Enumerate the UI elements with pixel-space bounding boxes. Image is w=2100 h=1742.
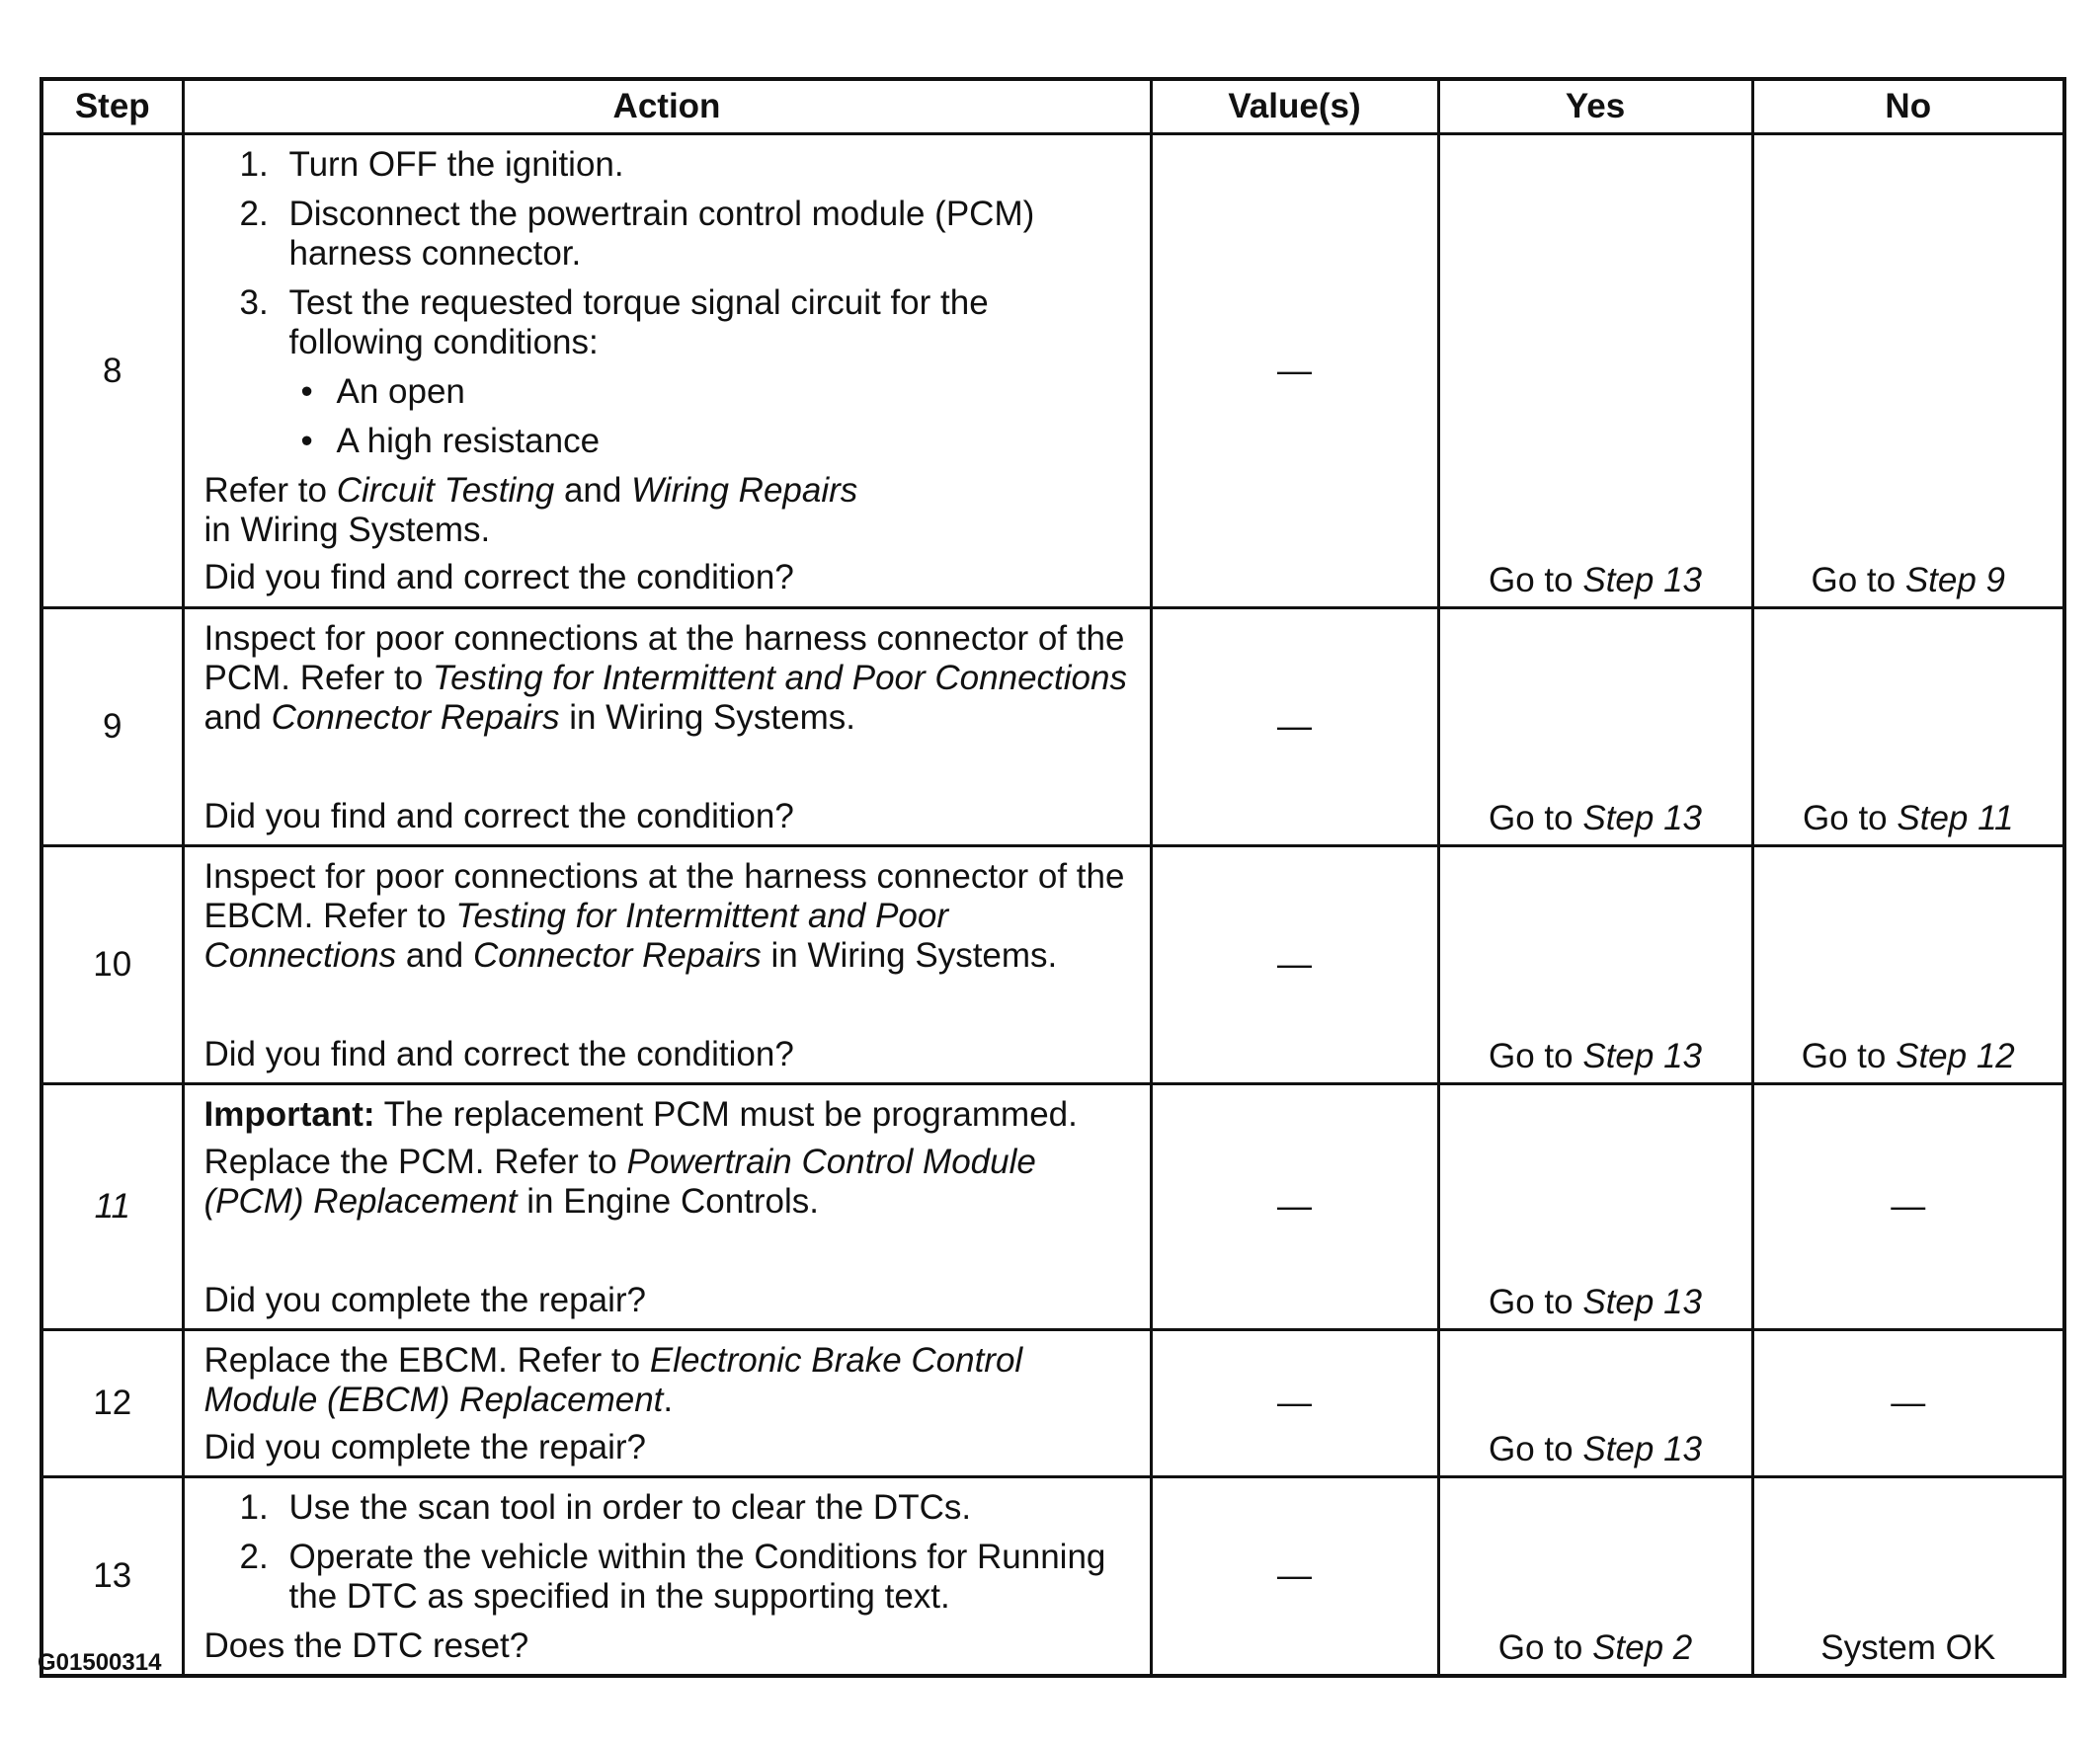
goto-label: Go to — [1803, 799, 1888, 837]
goto-label: Go to — [1489, 1283, 1574, 1321]
value-cell: — — [1151, 1084, 1438, 1330]
inspect-prefix: Inspect for poor connections at the harness connector of the EBCM. Refer to — [203, 857, 1125, 935]
list-item — [204, 283, 1130, 362]
inspect-text — [204, 857, 1130, 976]
list-number: 1. — [239, 1488, 269, 1527]
value-cell: — — [1151, 134, 1438, 608]
header-values: Value(s) — [1151, 79, 1438, 134]
list-text: Disconnect the powertrain control module (PCM) harness connector. — [288, 195, 1035, 273]
refer-suffix: in Engine Controls. — [526, 1182, 820, 1221]
goto-label: Go to — [1811, 561, 1897, 599]
no-cell — [1752, 134, 2064, 608]
replace-prefix: Replace the EBCM. Refer to — [203, 1341, 641, 1380]
ref-connector-repairs: Connector Repairs — [271, 698, 560, 737]
question-text: Does the DTC reset? — [203, 1626, 529, 1665]
list-item — [204, 1538, 1130, 1617]
value-cell: — — [1151, 846, 1438, 1084]
no-cell — [1752, 846, 2064, 1084]
bullet-item — [204, 422, 1130, 461]
bullet-icon: • — [300, 372, 313, 411]
no-cell: System OK — [1752, 1477, 2064, 1677]
refer-suffix: in Wiring Systems. — [203, 511, 491, 549]
list-item — [204, 195, 1130, 274]
table-row — [41, 846, 2064, 1084]
goto-step: Step 2 — [1592, 1628, 1693, 1667]
goto-step: Step 13 — [1582, 1283, 1702, 1321]
table-row — [41, 1330, 2064, 1477]
yes-cell — [1438, 134, 1752, 608]
spacer — [204, 1229, 1130, 1273]
table-row — [41, 1477, 2064, 1677]
list-text: Turn OFF the ignition. — [288, 145, 624, 184]
list-number: 1. — [239, 145, 269, 184]
question-text: Did you find and correct the condition? — [203, 558, 794, 596]
goto-step: Step 13 — [1582, 561, 1702, 599]
important-text: The replacement PCM must be programmed. — [383, 1095, 1078, 1134]
refer-suffix: in Wiring Systems. — [770, 936, 1058, 975]
inspect-prefix: Inspect for poor connections at the harness connector of the PCM. Refer to — [203, 619, 1125, 697]
header-action: Action — [183, 79, 1151, 134]
action-cell — [183, 1477, 1151, 1677]
step-number: 11 — [41, 1084, 183, 1330]
refer-suffix: in Wiring Systems. — [569, 698, 855, 737]
refer-suffix: . — [663, 1381, 674, 1419]
replace-text — [204, 1143, 1130, 1222]
refer-and: and — [563, 471, 622, 510]
list-number: 2. — [239, 1538, 269, 1576]
ref-testing-intermittent: Testing for Intermittent and Poor Connections — [432, 659, 1127, 697]
step-number: 12 — [41, 1330, 183, 1477]
inspect-text — [204, 619, 1130, 738]
value-cell: — — [1151, 608, 1438, 846]
yes-cell — [1438, 1477, 1752, 1677]
header-no: No — [1752, 79, 2064, 134]
ref-ebcm-replacement: Electronic Brake Control Module (EBCM) Replacement — [203, 1341, 1023, 1419]
figure-id: G01500314 — [38, 1649, 162, 1676]
question-text: Did you find and correct the condition? — [203, 797, 794, 835]
action-cell — [183, 846, 1151, 1084]
yes-cell — [1438, 1330, 1752, 1477]
header-step: Step — [41, 79, 183, 134]
goto-step: Step 13 — [1582, 799, 1702, 837]
action-cell — [183, 134, 1151, 608]
refer-text — [204, 471, 1130, 550]
step-number: 13 — [41, 1477, 183, 1677]
refer-and: and — [405, 936, 464, 975]
refer-prefix: Refer to — [203, 471, 327, 510]
ref-wiring-repairs: Wiring Repairs — [631, 471, 858, 510]
goto-label: Go to — [1801, 1037, 1887, 1075]
goto-step: Step 13 — [1582, 1430, 1702, 1468]
replace-prefix: Replace the PCM. Refer to — [203, 1143, 617, 1181]
goto-label: Go to — [1497, 1628, 1583, 1667]
list-number: 3. — [239, 283, 269, 322]
bullet-icon: • — [300, 422, 313, 460]
step-number: 9 — [41, 608, 183, 846]
question-text: Did you complete the repair? — [203, 1281, 646, 1319]
spacer — [204, 984, 1130, 1027]
refer-and: and — [203, 698, 262, 737]
action-cell — [183, 1330, 1151, 1477]
table-row — [41, 134, 2064, 608]
goto-label: Go to — [1489, 561, 1574, 599]
yes-cell — [1438, 1084, 1752, 1330]
important-label: Important: — [203, 1095, 375, 1134]
header-row — [41, 79, 2064, 134]
table-row — [41, 608, 2064, 846]
list-text: Use the scan tool in order to clear the DTCs. — [288, 1488, 972, 1527]
goto-label: Go to — [1489, 1430, 1574, 1468]
yes-cell — [1438, 608, 1752, 846]
ref-circuit-testing: Circuit Testing — [336, 471, 555, 510]
action-cell — [183, 608, 1151, 846]
no-cell — [1752, 608, 2064, 846]
ref-pcm-replacement: Powertrain Control Module (PCM) Replacement — [203, 1143, 1036, 1221]
goto-label: Go to — [1489, 799, 1574, 837]
value-cell: — — [1151, 1477, 1438, 1677]
bullet-text: A high resistance — [336, 422, 601, 460]
goto-step: Step 11 — [1897, 799, 2014, 837]
replace-text — [204, 1341, 1130, 1420]
ref-connector-repairs: Connector Repairs — [472, 936, 762, 975]
list-item — [204, 1488, 1130, 1528]
goto-step: Step 9 — [1904, 561, 2006, 599]
question-text: Did you complete the repair? — [203, 1428, 646, 1466]
list-item — [204, 145, 1130, 185]
goto-step: Step 13 — [1582, 1037, 1702, 1075]
question-text: Did you find and correct the condition? — [203, 1035, 794, 1073]
no-cell: — — [1752, 1330, 2064, 1477]
value-cell: — — [1151, 1330, 1438, 1477]
step-number: 10 — [41, 846, 183, 1084]
no-cell: — — [1752, 1084, 2064, 1330]
bullet-text: An open — [336, 372, 465, 411]
action-cell — [183, 1084, 1151, 1330]
header-yes: Yes — [1438, 79, 1752, 134]
diagnostic-table — [40, 77, 2066, 1678]
list-text: Operate the vehicle within the Conditions for Running the DTC as specified in the supporting text. — [288, 1538, 1106, 1616]
step-number: 8 — [41, 134, 183, 608]
list-number: 2. — [239, 195, 269, 233]
spacer — [204, 746, 1130, 789]
bullet-item — [204, 372, 1130, 412]
goto-step: Step 12 — [1896, 1037, 2015, 1075]
important-note — [204, 1095, 1130, 1135]
list-text: Test the requested torque signal circuit for the following conditions: — [288, 283, 989, 361]
goto-label: Go to — [1489, 1037, 1574, 1075]
ref-testing-intermittent: Testing for Intermittent and Poor Connections — [203, 897, 949, 975]
yes-cell — [1438, 846, 1752, 1084]
table-row — [41, 1084, 2064, 1330]
